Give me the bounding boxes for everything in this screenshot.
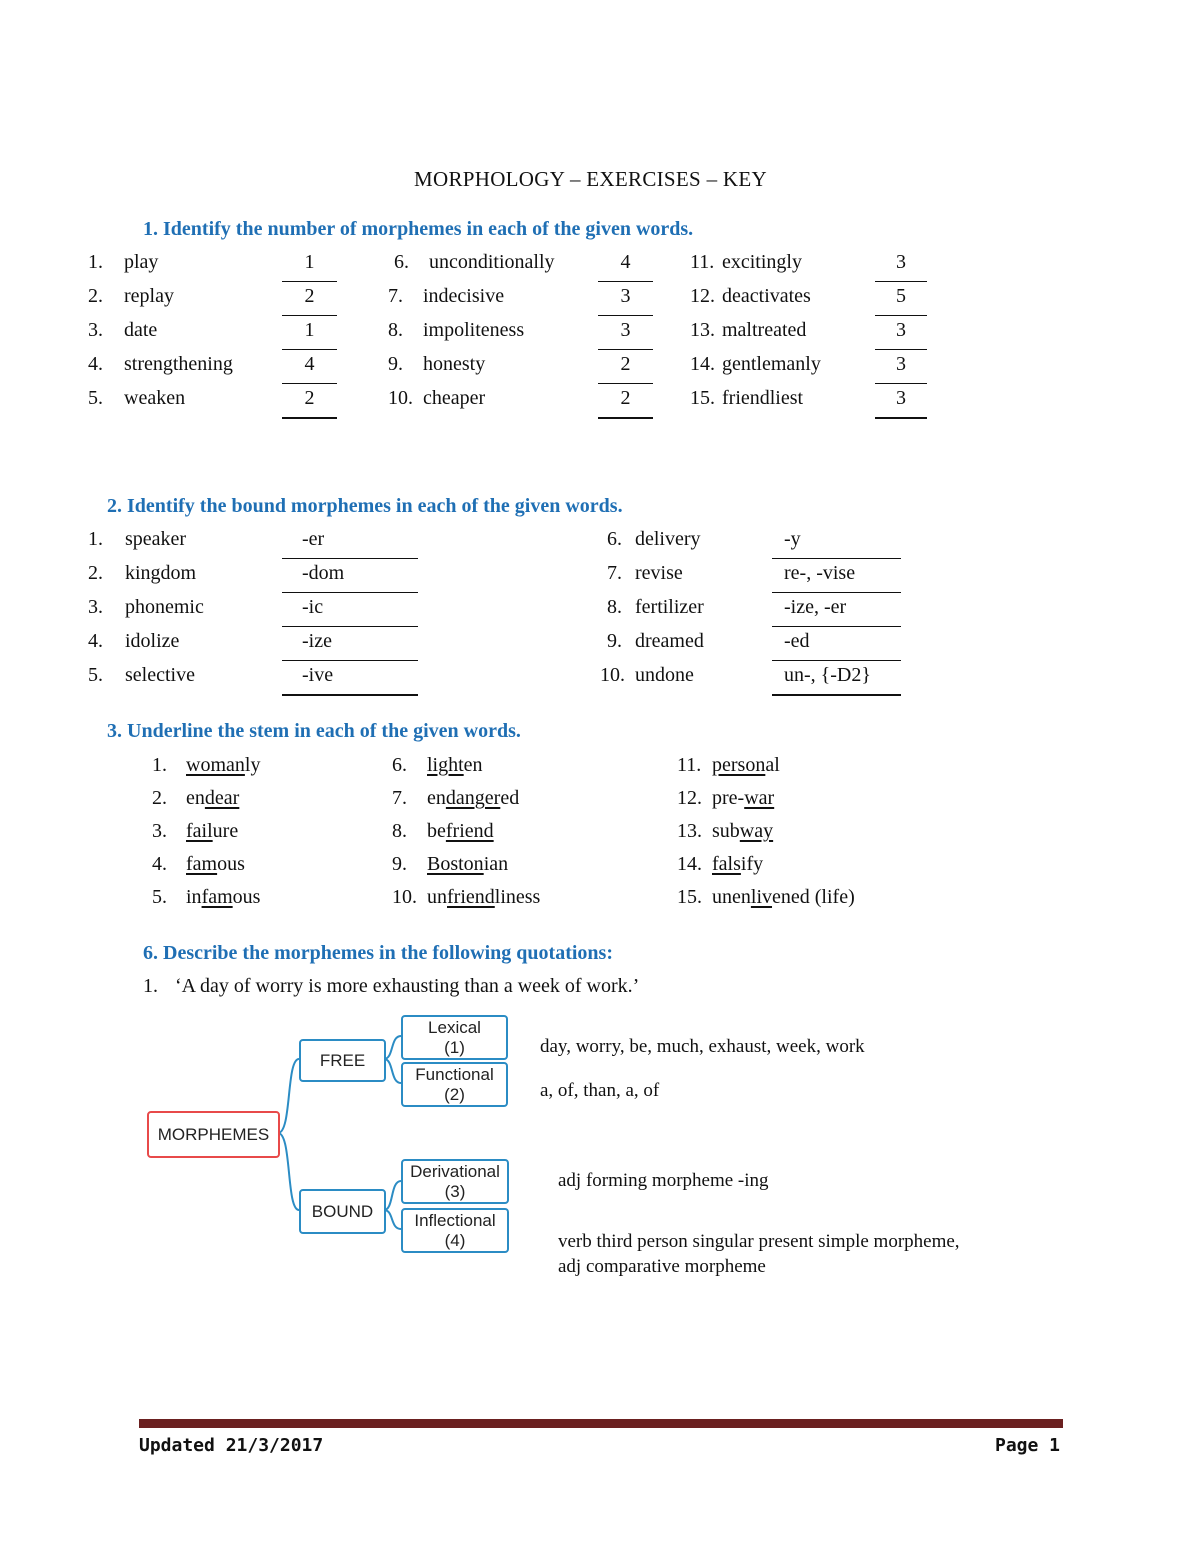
item-number: 10. [392,886,417,908]
item-number: 12. [677,787,702,809]
word-prefix: sub [712,820,740,842]
connector-root-free [278,1059,299,1133]
answer-value: 2 [304,387,315,409]
item-number: 8. [388,319,403,341]
item-number: 9. [392,853,407,875]
item-number: 11. [690,251,715,273]
item-word: maltreated [722,319,807,341]
word-suffix: ened (life) [772,886,855,908]
footer-rule [139,1419,1063,1428]
item-number: 6. [394,251,409,273]
note-lexical: day, worry, be, much, exhaust, week, work [540,1036,865,1057]
item-number: 3. [152,820,167,842]
word-prefix: be [427,820,446,842]
item-number: 11. [677,754,702,776]
connector-bound-inflectional [384,1210,401,1229]
answer-value: 4 [620,251,631,273]
item-number: 8. [392,820,407,842]
item-number: 2. [88,285,103,307]
word-stem: fals [712,853,741,875]
item-word: indecisive [423,285,505,307]
answer-value: 3 [896,387,906,409]
word-suffix: al [765,754,780,776]
answer-value: 2 [304,285,315,307]
answer-value: -ed [784,630,810,652]
morphemes-box [147,1111,280,1158]
note-inflectional-1: verb third person singular present simple morpheme, [558,1231,960,1252]
answer-value: -dom [302,562,345,584]
item-word: weaken [124,387,186,409]
inflectional-number: (4) [444,1230,466,1250]
word-suffix: ly [244,754,261,776]
word-stem: light [427,754,464,776]
item-number: 8. [607,596,622,618]
item-number: 14. [677,853,702,875]
item-word: revise [635,562,683,584]
connector-free-lexical [384,1036,401,1059]
footer-updated: Updated 21/3/2017 [139,1435,324,1456]
answer-value: 3 [896,251,906,273]
word-prefix: pre- [712,787,745,809]
answer-value: -ic [302,596,324,618]
item-number: 5. [88,664,103,686]
item-number: 12. [690,285,715,307]
word-stem: person [712,754,766,776]
word-stem: dear [204,787,240,809]
exercise-1-heading: 1. Identify the number of morphemes in each of the given words. [143,218,694,240]
word-stem: friend [447,886,495,908]
item-word: idolize [125,630,180,652]
word-suffix: en [463,754,483,776]
free-label: FREE [319,1050,366,1070]
item-number: 1. [88,528,103,550]
item-number: 3. [88,596,103,618]
word-stem: friend [445,820,494,842]
item-number: 2. [88,562,103,584]
lexical-label: Lexical [428,1017,481,1037]
answer-value: 3 [896,353,906,375]
note-derivational: adj forming morpheme -ing [558,1170,769,1191]
answer-value: re-, -vise [784,562,856,584]
answer-value: 1 [304,319,315,341]
word-stem: fail [186,820,213,842]
exercise-2-heading: 2. Identify the bound morphemes in each of the given words. [107,495,623,517]
item-number: 4. [88,353,103,375]
answer-value: un-, {-D2} [784,664,871,686]
word-stem: Boston [427,853,484,875]
item-word: speaker [125,528,187,550]
answer-value: -ize [302,630,332,652]
item-word: deactivates [722,285,811,307]
word-stem: danger [445,787,501,809]
item-word: honesty [423,353,486,375]
item-word: play [124,251,159,273]
item-number: 7. [392,787,407,809]
derivational-number: (3) [444,1181,466,1201]
word-stem: liv [750,886,773,908]
connector-root-bound [278,1133,299,1210]
quote-number: 1. [143,975,158,997]
item-number: 9. [388,353,403,375]
item-number: 6. [392,754,407,776]
item-number: 9. [607,630,622,652]
answer-value: 3 [896,319,906,341]
functional-label: Functional [415,1064,494,1084]
item-number: 1. [88,251,103,273]
item-number: 13. [690,319,715,341]
inflectional-box [401,1208,509,1253]
item-number: 13. [677,820,702,842]
item-word: gentlemanly [722,353,821,375]
word-stem: way [739,820,774,842]
item-word: delivery [635,528,701,550]
item-number: 7. [607,562,622,584]
item-word: phonemic [125,596,204,618]
item-word: impoliteness [423,319,525,341]
item-number: 7. [388,285,403,307]
word-prefix: en [186,787,205,809]
item-word: unconditionally [429,251,555,273]
item-word: selective [125,664,195,686]
word-prefix: in [186,886,202,908]
item-word: strengthening [124,353,233,375]
exercise-3-heading: 3. Underline the stem in each of the given words. [107,720,521,742]
answer-value: -y [784,528,801,550]
functional-number: (2) [444,1084,465,1104]
note-functional: a, of, than, a, of [540,1080,660,1101]
word-prefix: un [427,886,447,908]
inflectional-label: Inflectional [414,1210,496,1230]
item-word: kingdom [125,562,197,584]
derivational-box [401,1159,509,1204]
answer-value: -er [302,528,325,550]
bound-label: BOUND [311,1201,374,1221]
word-stem: fam [186,853,218,875]
connector-free-functional [384,1059,401,1083]
word-suffix: ify [740,853,764,875]
word-suffix: ure [212,820,239,842]
item-number: 10. [600,664,625,686]
connector-bound-derivational [384,1181,401,1210]
item-word: replay [124,285,174,307]
word-suffix: liness [494,886,541,908]
item-number: 4. [88,630,103,652]
item-number: 15. [690,387,715,409]
answer-value: 1 [304,251,315,273]
item-word: excitingly [722,251,802,273]
item-word: cheaper [423,387,486,409]
word-prefix: en [427,787,446,809]
bound-box [299,1189,386,1234]
answer-value: 2 [620,353,631,375]
functional-box [401,1062,508,1107]
item-word: dreamed [635,630,704,652]
lexical-box [401,1015,508,1060]
answer-value: 3 [620,285,631,307]
word-suffix: ous [232,886,261,908]
note-inflectional-2: adj comparative morpheme [558,1256,766,1277]
item-number: 14. [690,353,715,375]
item-number: 6. [607,528,622,550]
page-title: MORPHOLOGY – EXERCISES – KEY [414,167,767,191]
answer-value: 3 [620,319,631,341]
word-stem: fam [201,886,233,908]
word-suffix: ed [500,787,520,809]
quote-text: ‘A day of worry is more exhausting than a week of work.’ [175,975,640,997]
morphemes-label: MORPHEMES [157,1124,270,1144]
answer-value: 4 [304,353,315,375]
answer-value: 5 [896,285,906,307]
word-suffix: ous [217,853,245,875]
derivational-label: Derivational [410,1161,500,1181]
lexical-number: (1) [444,1037,465,1057]
free-box [299,1039,386,1082]
word-prefix: unen [712,886,751,908]
item-number: 5. [152,886,167,908]
item-number: 3. [88,319,103,341]
item-number: 15. [677,886,702,908]
exercise-6-heading: 6. Describe the morphemes in the following quotations: [143,942,613,964]
item-word: date [124,319,158,341]
item-number: 4. [152,853,167,875]
answer-value: 2 [620,387,631,409]
word-suffix: ian [483,853,509,875]
item-word: friendliest [722,387,804,409]
word-stem: woman [186,754,245,776]
footer-page-number: Page 1 [995,1435,1061,1456]
item-number: 10. [388,387,413,409]
item-number: 2. [152,787,167,809]
item-number: 1. [152,754,167,776]
item-word: undone [635,664,694,686]
word-stem: war [744,787,775,809]
item-word: fertilizer [635,596,704,618]
item-number: 5. [88,387,103,409]
answer-value: -ive [302,664,334,686]
answer-value: -ize, -er [784,596,847,618]
